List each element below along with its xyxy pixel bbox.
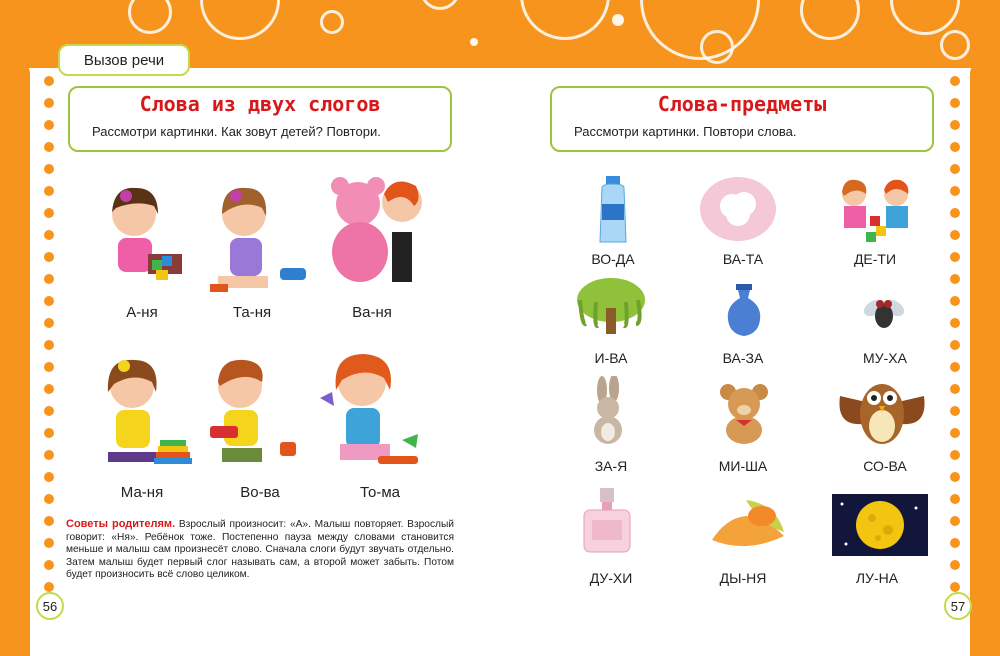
word-label: ВО-ДА bbox=[591, 251, 635, 267]
border-dot bbox=[44, 76, 54, 86]
border-dot bbox=[44, 428, 54, 438]
name-label: А-ня bbox=[126, 304, 158, 321]
child-toma-illustration bbox=[318, 348, 438, 478]
word-label: ДЫ-НЯ bbox=[719, 570, 767, 586]
water-bottle-icon bbox=[596, 176, 630, 246]
border-dot bbox=[44, 120, 54, 130]
word-label: И-ВА bbox=[594, 350, 628, 366]
left-side-bar bbox=[0, 60, 30, 656]
owl-icon bbox=[836, 376, 928, 446]
right-page-title: Слова-предметы bbox=[657, 92, 827, 116]
word-label: ВА-ТА bbox=[722, 251, 764, 267]
border-dot bbox=[950, 560, 960, 570]
border-dot bbox=[950, 186, 960, 196]
border-dot bbox=[44, 582, 54, 592]
vase-icon bbox=[724, 284, 764, 338]
border-dot bbox=[44, 164, 54, 174]
name-label: Ва-ня bbox=[352, 304, 392, 321]
border-dot bbox=[950, 384, 960, 394]
left-title-box bbox=[68, 86, 452, 152]
fly-icon bbox=[862, 292, 906, 332]
advice-title: Советы родителям. bbox=[66, 518, 176, 530]
name-label: Та-ня bbox=[232, 304, 272, 321]
word-label: ВА-ЗА bbox=[722, 350, 764, 366]
right-side-bar bbox=[970, 60, 1000, 656]
right-instruction: Рассмотри картинки. Повтори слова. bbox=[574, 124, 797, 139]
left-page-title: Слова из двух слогов bbox=[139, 92, 381, 116]
border-dot bbox=[950, 98, 960, 108]
child-tanya-illustration bbox=[210, 180, 310, 300]
parent-advice bbox=[66, 518, 454, 582]
border-dot bbox=[44, 406, 54, 416]
left-instruction: Рассмотри картинки. Как зовут детей? Повтори. bbox=[92, 124, 381, 139]
border-dot bbox=[950, 428, 960, 438]
border-dot bbox=[44, 494, 54, 504]
word-label: МИ-ША bbox=[718, 458, 768, 474]
border-dot bbox=[44, 340, 54, 350]
advice-text: Взрослый произносит: «А». Малыш повторяет. Взрослый говорит: «Ня». Ребёнок тоже. Постепенно пауза между словами становится меньше и малыш сам произнесёт слово. Сначала слоги будут звучать отдельно. Затем малыш будет первый слог называть сам, а второй может забыть. Потом будет произносить всё слово целиком. bbox=[66, 519, 454, 581]
children-playing-icon bbox=[834, 176, 914, 246]
border-dot bbox=[950, 340, 960, 350]
border-dot bbox=[44, 472, 54, 482]
border-dot bbox=[44, 186, 54, 196]
border-dot bbox=[44, 384, 54, 394]
border-dot bbox=[44, 560, 54, 570]
border-dot bbox=[44, 98, 54, 108]
border-dot bbox=[44, 230, 54, 240]
teddy-bear-icon bbox=[714, 382, 774, 444]
border-dot bbox=[44, 362, 54, 372]
melon-icon bbox=[706, 494, 790, 554]
name-label: То-ма bbox=[360, 484, 400, 501]
page-number-right: 57 bbox=[944, 592, 972, 620]
border-dot bbox=[950, 120, 960, 130]
border-dot bbox=[44, 208, 54, 218]
word-label: СО-ВА bbox=[863, 458, 907, 474]
name-label: Во-ва bbox=[240, 484, 280, 501]
border-dot bbox=[950, 406, 960, 416]
border-dot bbox=[950, 76, 960, 86]
border-dot bbox=[950, 274, 960, 284]
word-label: ДУ-ХИ bbox=[589, 570, 633, 586]
page-number-left: 56 bbox=[36, 592, 64, 620]
border-dot bbox=[44, 516, 54, 526]
border-dot bbox=[950, 208, 960, 218]
child-vanya-illustration bbox=[318, 172, 438, 302]
border-dot bbox=[44, 252, 54, 262]
border-dot bbox=[950, 472, 960, 482]
moon-icon bbox=[832, 494, 928, 556]
border-dot bbox=[950, 516, 960, 526]
border-dot bbox=[950, 450, 960, 460]
right-title-box bbox=[550, 86, 934, 152]
section-tab: Вызов речи bbox=[58, 44, 190, 76]
border-dot bbox=[950, 142, 960, 152]
border-dot bbox=[950, 538, 960, 548]
border-dot bbox=[44, 538, 54, 548]
border-dot bbox=[44, 318, 54, 328]
name-label: Ма-ня bbox=[120, 484, 164, 501]
cotton-wool-icon bbox=[698, 176, 778, 242]
word-label: МУ-ХА bbox=[863, 350, 907, 366]
hare-icon bbox=[586, 376, 632, 446]
border-dot bbox=[950, 296, 960, 306]
child-anya-illustration bbox=[96, 180, 186, 300]
child-vova-illustration bbox=[204, 352, 304, 472]
border-dot bbox=[950, 230, 960, 240]
border-dot bbox=[44, 142, 54, 152]
border-dot bbox=[950, 494, 960, 504]
border-dot bbox=[44, 296, 54, 306]
word-label: ДЕ-ТИ bbox=[853, 251, 897, 267]
border-dot bbox=[950, 318, 960, 328]
child-manya-illustration bbox=[98, 352, 198, 472]
border-dot bbox=[950, 164, 960, 174]
border-dot bbox=[950, 362, 960, 372]
border-dot bbox=[44, 450, 54, 460]
word-label: ЛУ-НА bbox=[855, 570, 899, 586]
border-dot bbox=[950, 582, 960, 592]
border-dot bbox=[950, 252, 960, 262]
willow-tree-icon bbox=[576, 276, 646, 336]
perfume-icon bbox=[580, 488, 634, 554]
border-dot bbox=[44, 274, 54, 284]
word-label: ЗА-Я bbox=[594, 458, 628, 474]
